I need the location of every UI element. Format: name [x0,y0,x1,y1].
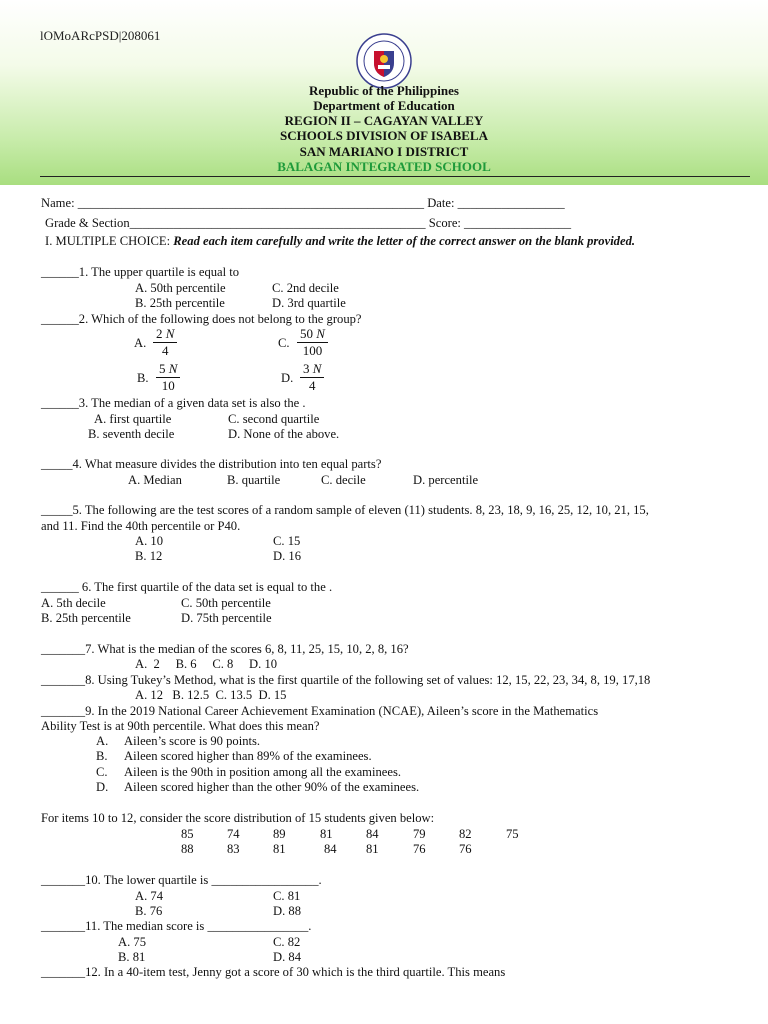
question-6-stem: ______ 6. The first quartile of the data set is equal to the . [41,580,333,594]
q10-choice-a: A. 74 [135,889,163,903]
score-cell: 74 [227,827,240,841]
q2-choice-c-label: C. [278,336,290,350]
score-cell: 84 [324,842,337,856]
q6-choice-d: D. 75th percentile [181,611,272,625]
question-1-stem: ______1. The upper quartile is equal to [41,265,240,279]
name-date-field[interactable]: Name: _______________________________________________________ Date: _________________ [41,196,565,210]
grade-score-field[interactable]: Grade & Section_______________________________________________ Score: _________________ [45,216,572,230]
q3-choice-b: B. seventh decile [88,427,175,441]
question-5-stem-line1: _____5. The following are the test scores of a random sample of eleven (11) students. 8, 23, 18, 9, 16, 25, 12, 10, 21, 15, [41,503,649,517]
q2-choice-a-fraction: 2 N 4 [153,327,177,358]
q1-choice-b: B. 25th percentile [135,296,225,310]
score-cell: 81 [366,842,379,856]
header-district: SAN MARIANO I DISTRICT [299,144,469,159]
instructions-text: Read each item carefully and write the letter of the correct answer on the blank provided. [173,234,636,248]
q10-choice-d: D. 88 [273,904,301,918]
score-cell: 81 [273,842,286,856]
question-2-stem: ______2. Which of the following does not belong to the group? [41,312,362,326]
q9-choice-b: Aileen scored higher than 89% of the examinees. [124,749,372,763]
q9-choice-c: Aileen is the 90th in position among all the examinees. [124,765,402,779]
question-8-stem: _______8. Using Tukey’s Method, what is the first quartile of the following set of values: 12, 15, 22, 23, 34, 8, 19, 17,18 [41,673,651,687]
q11-choice-c: C. 82 [273,935,301,949]
header-republic: Republic of the Philippines [309,83,459,98]
q11-choice-a: A. 75 [118,935,146,949]
instructions [45,234,635,249]
score-cell: 76 [459,842,472,856]
q2-choice-b-fraction: 5 N 10 [156,362,180,393]
score-cell: 81 [320,827,333,841]
q6-choice-a: A. 5th decile [41,596,106,610]
q9-choice-a: Aileen’s score is 90 points. [124,734,261,748]
score-cell: 82 [459,827,472,841]
q4-choice-c: C. decile [321,473,366,487]
q5-choice-b: B. 12 [135,549,163,563]
q2-choice-b-label: B. [137,371,149,385]
q4-choice-a: A. Median [128,473,182,487]
q9-choice-b-label: B. [96,749,108,763]
q9-choice-d-label: D. [96,780,109,794]
items-10-12-intro: For items 10 to 12, consider the score distribution of 15 students given below: [41,811,435,825]
header-region: REGION II – CAGAYAN VALLEY [284,113,484,128]
q11-choice-b: B. 81 [118,950,146,964]
q6-choice-c: C. 50th percentile [181,596,271,610]
q2-choice-d-label: D. [281,371,294,385]
score-cell: 88 [181,842,194,856]
score-cell: 85 [181,827,194,841]
header-divider [40,176,750,177]
q8-choices: A. 12 B. 12.5 C. 13.5 D. 15 [135,688,287,702]
q6-choice-b: B. 25th percentile [41,611,131,625]
q4-choice-d: D. percentile [413,473,479,487]
q11-choice-d: D. 84 [273,950,301,964]
q1-choice-a: A. 50th percentile [135,281,226,295]
score-cell: 76 [413,842,426,856]
q9-choice-a-label: A. [96,734,109,748]
score-cell: 89 [273,827,286,841]
q2-choice-a-label: A. [134,336,147,350]
question-10-stem: _______10. The lower quartile is _________________. [41,873,322,887]
q5-choice-a: A. 10 [135,534,163,548]
header-department: Department of Education [313,98,455,113]
q1-choice-c: C. 2nd decile [272,281,339,295]
q9-choice-c-label: C. [96,765,108,779]
question-9-stem-line1: _______9. In the 2019 National Career Achievement Examination (NCAE), Aileen’s score in the Mathematics [41,704,599,718]
instructions-label: I. MULTIPLE CHOICE: [45,234,174,248]
header-school-name: BALAGAN INTEGRATED SCHOOL [277,159,491,174]
q7-choices: A. 2 B. 6 C. 8 D. 10 [135,657,278,671]
question-9-stem-line2: Ability Test is at 90th percentile. What does this mean? [41,719,320,733]
q3-choice-c: C. second quartile [228,412,320,426]
document-id: lOMoARcPSD|208061 [40,28,161,43]
score-cell: 75 [506,827,519,841]
question-3-stem: ______3. The median of a given data set is also the . [41,396,306,410]
question-4-stem: _____4. What measure divides the distribution into ten equal parts? [41,457,382,471]
q4-choice-b: B. quartile [227,473,281,487]
q1-choice-d: D. 3rd quartile [272,296,346,310]
q10-choice-b: B. 76 [135,904,163,918]
q9-choice-d: Aileen scored higher than the other 90% of the examinees. [124,780,420,794]
q5-choice-d: D. 16 [273,549,301,563]
q2-choice-d-fraction: 3 N 4 [300,362,324,393]
q3-choice-a: A. first quartile [94,412,172,426]
deped-seal-icon [356,33,412,89]
header-division: SCHOOLS DIVISION OF ISABELA [280,128,488,143]
question-12-stem: _______12. In a 40-item test, Jenny got a score of 30 which is the third quartile. This means [41,965,506,979]
question-5-stem-line2: and 11. Find the 40th percentile or P40. [41,519,241,533]
q3-choice-d: D. None of the above. [228,427,340,441]
q10-choice-c: C. 81 [273,889,301,903]
question-7-stem: _______7. What is the median of the scores 6, 8, 11, 25, 15, 10, 2, 8, 16? [41,642,409,656]
score-cell: 79 [413,827,426,841]
q2-choice-c-fraction: 50 N 100 [297,327,328,358]
q5-choice-c: C. 15 [273,534,301,548]
score-cell: 84 [366,827,379,841]
score-cell: 83 [227,842,240,856]
question-11-stem: _______11. The median score is ________________. [41,919,312,933]
